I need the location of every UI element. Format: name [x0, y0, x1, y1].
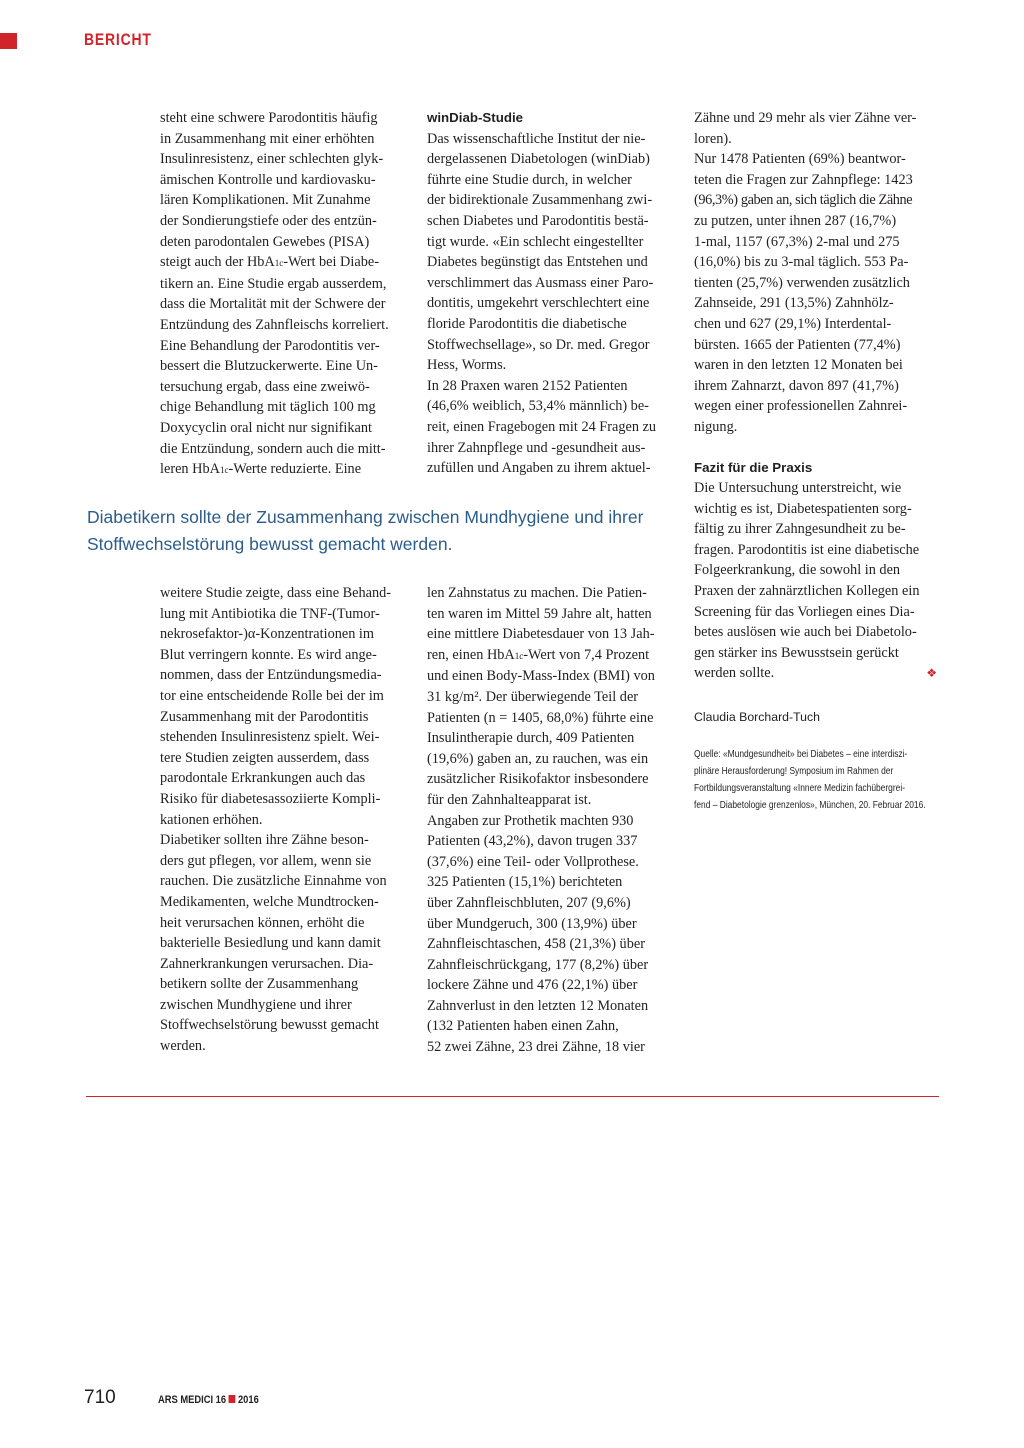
subscript: 1c	[219, 465, 229, 476]
source-line: plinäre Herausforderung! Symposium im Rahmen der	[694, 766, 894, 777]
text-fragment: leren HbA	[160, 461, 220, 478]
text-line: tor eine entscheidende Rolle bei der im	[160, 687, 384, 704]
text-line: Blut verringern konnte. Es wird ange-	[160, 646, 377, 663]
text-line: bessert die Blutzuckerwerte. Eine Un-	[160, 358, 378, 375]
section-marker	[0, 33, 17, 49]
text-line: nekrosefaktor-)α-Konzentrationen im	[160, 626, 375, 643]
text-line: der Sondierungstiefe oder des entzün-	[160, 212, 377, 229]
text-line: die Entzündung, sondern auch die mitt-	[160, 440, 386, 457]
text-line: len Zahnstatus zu machen. Die Patien-	[427, 585, 647, 601]
text-line: Screening für das Vorliegen eines Dia-	[694, 603, 915, 620]
text-line: Eine Behandlung der Parodontitis ver-	[160, 337, 380, 354]
text-line: (19,6%) gaben an, zu rauchen, was ein	[427, 750, 649, 767]
text-line: reit, einen Fragebogen mit 24 Fragen zu	[427, 418, 657, 435]
text-line: nommen, dass der Entzündungsmedia-	[160, 667, 382, 684]
text-line: fragen. Parodontitis ist eine diabetische	[694, 541, 920, 558]
text-line: 1-mal, 1157 (67,3%) 2-mal und 275	[694, 233, 900, 250]
column-3	[694, 108, 937, 684]
text-line: werden.	[160, 1038, 206, 1055]
text-line: tikern an. Eine Studie ergab ausserdem,	[160, 275, 387, 292]
text-line-hba1c	[160, 252, 403, 274]
text-line: (132 Patienten haben einen Zahn,	[427, 1018, 619, 1035]
text-line: gen stärker ins Bewusstsein gerückt	[694, 644, 899, 661]
text-line: Doxycyclin oral nicht nur signifikant	[160, 419, 373, 436]
text-line-hba1c	[427, 645, 670, 667]
section-heading-windiab: winDiab-Studie	[427, 110, 524, 125]
text-line: lockere Zähne und 476 (22,1%) über	[427, 977, 638, 994]
text-line: Zahnerkrankungen verursachen. Dia-	[160, 955, 374, 972]
text-line: 52 zwei Zähne, 23 drei Zähne, 18 vier	[427, 1039, 645, 1056]
text-line-last	[694, 663, 937, 684]
text-line: heit verursachen können, erhöht die	[160, 914, 365, 931]
text-line: dontitis, umgekehrt verschlechtert eine	[427, 295, 650, 312]
column-2-bottom	[427, 583, 670, 1058]
text-line: Folgeerkrankung, die sowohl in den	[694, 562, 901, 579]
text-line: chige Behandlung mit täglich 100 mg	[160, 399, 376, 416]
text-line: zusätzlicher Risikofaktor insbesondere	[427, 771, 649, 788]
text-line: Stoffwechselstörung bewusst gemacht	[160, 1017, 379, 1034]
text-line: 325 Patienten (15,1%) berichteten	[427, 874, 623, 891]
text-line: waren in den letzten 12 Monaten bei	[694, 357, 903, 374]
author-name: Claudia Borchard-Tuch	[694, 710, 820, 724]
text-line: steht eine schwere Parodontitis häufig	[160, 110, 378, 126]
source-line: Fortbildungsveranstaltung «Innere Medizin fachübergrei-	[694, 783, 906, 794]
text-line: wegen einer professionellen Zahnrei-	[694, 398, 908, 415]
text-line-hba1c	[160, 459, 403, 481]
text-fragment: werden sollte.	[694, 665, 775, 682]
text-line: floride Parodontitis die diabetische	[427, 315, 627, 332]
text-line: fältig zu ihrer Zahngesundheit zu be-	[694, 521, 906, 538]
text-line: Diabetes begünstigt das Entstehen und	[427, 254, 648, 271]
text-line: Angaben zur Prothetik machten 930	[427, 812, 634, 829]
source-note	[694, 746, 937, 814]
text-line: deten parodontalen Gewebes (PISA)	[160, 233, 370, 250]
text-fragment: -Wert bei Diabe-	[283, 254, 379, 271]
subscript: 1c	[274, 258, 284, 269]
text-line: Entzündung des Zahnfleischs korreliert.	[160, 316, 389, 333]
section-label: BERICHT	[84, 30, 152, 49]
text-line: ders gut pflegen, vor allem, wenn sie	[160, 852, 372, 869]
text-line: dass die Mortalität mit der Schwere der	[160, 296, 386, 313]
text-line: bürsten. 1665 der Patienten (77,4%)	[694, 336, 901, 353]
text-line: ämischen Kontrolle und kardiovasku-	[160, 171, 376, 188]
text-line: Praxen der zahnärztlichen Kollegen ein	[694, 583, 920, 600]
text-line: ihrer Zahnpflege und -gesundheit aus-	[427, 439, 646, 456]
text-line: Patienten (n = 1405, 68,0%) führte eine	[427, 709, 654, 726]
text-line: Risiko für diabetesassoziierte Kompli-	[160, 790, 381, 807]
bottom-divider	[86, 1096, 939, 1097]
source-line: fend – Diabetologie grenzenlos», München, 20. Februar 2016.	[694, 800, 926, 811]
text-line: der bidirektionale Zusammenhang zwi-	[427, 192, 653, 209]
publication-info	[158, 1393, 259, 1407]
text-line: betes auslösen wie auch bei Diabetolo-	[694, 624, 917, 641]
text-line: nigung.	[694, 418, 738, 435]
text-line: (37,6%) eine Teil- oder Vollprothese.	[427, 853, 639, 870]
text-line: für den Zahnhalteapparat ist.	[427, 791, 592, 808]
text-line: Insulinresistenz, einer schlechten glyk-	[160, 151, 384, 168]
section-heading-fazit: Fazit für die Praxis	[694, 459, 813, 475]
text-line: in Zusammenhang mit einer erhöhten	[160, 130, 375, 147]
pull-quote-line: Stoffwechselstörung bewusst gemacht werden.	[87, 534, 453, 554]
text-line: chen und 627 (29,1%) Interdental-	[694, 315, 892, 332]
text-line: 31 kg/m². Der überwiegende Teil der	[427, 688, 639, 705]
column-2-top	[427, 108, 670, 479]
text-line: schen Diabetes und Parodontitis bestä-	[427, 212, 649, 229]
page-number: 710	[84, 1387, 116, 1408]
text-line: stehenden Insulinresistenz spielt. Wei-	[160, 729, 380, 746]
text-line: Zahnfleischtaschen, 458 (21,3%) über	[427, 936, 645, 953]
text-line: Die Untersuchung unterstreicht, wie	[694, 480, 902, 497]
source-line: Quelle: «Mundgesundheit» bei Diabetes – eine interdiszi-	[694, 749, 908, 760]
text-line: ihrem Zahnarzt, davon 897 (41,7%)	[694, 377, 899, 394]
text-line: Diabetiker sollten ihre Zähne beson-	[160, 832, 369, 849]
text-line: eine mittlere Diabetesdauer von 13 Jah-	[427, 626, 655, 643]
publication-name: ARS MEDICI 16	[158, 1394, 227, 1406]
column-1-bottom	[160, 583, 403, 1057]
text-line: über Zahnfleischbluten, 207 (9,6%)	[427, 894, 631, 911]
text-line: weitere Studie zeigte, dass eine Behand-	[160, 585, 392, 601]
text-line: Zahnfleischrückgang, 177 (8,2%) über	[427, 956, 649, 973]
text-line: parodontale Erkrankungen auch das	[160, 770, 366, 787]
text-line: Zusammenhang mit der Parodontitis	[160, 708, 369, 725]
pull-quote	[87, 504, 667, 558]
subscript: 1c	[514, 650, 524, 661]
text-line: Zähne und 29 mehr als vier Zähne ver-	[694, 110, 917, 126]
text-line: Nur 1478 Patienten (69%) beantwor-	[694, 151, 906, 168]
text-line: Insulintherapie durch, 409 Patienten	[427, 730, 635, 747]
text-line: ten waren im Mittel 59 Jahre alt, hatten	[427, 605, 652, 622]
text-fragment: ren, einen HbA	[427, 646, 515, 663]
text-line: bakterielle Besiedlung und kann damit	[160, 935, 381, 952]
text-line: (16,0%) bis zu 3-mal täglich. 553 Pa-	[694, 254, 909, 271]
text-line: lung mit Antibiotika die TNF-(Tumor-	[160, 605, 380, 622]
text-line: Medikamenten, welche Mundtrocken-	[160, 893, 379, 910]
text-line: (46,6% weiblich, 53,4% männlich) be-	[427, 398, 649, 415]
text-line: tienten (25,7%) verwenden zusätzlich	[694, 274, 910, 291]
text-line: führte eine Studie durch, in welcher	[427, 171, 632, 188]
text-line: loren).	[694, 130, 732, 147]
square-separator-icon	[229, 1395, 236, 1403]
text-line: zufüllen und Angaben zu ihrem aktuel-	[427, 460, 651, 477]
text-line: Zahnverlust in den letzten 12 Monaten	[427, 997, 649, 1014]
text-fragment: steigt auch der HbA	[160, 254, 275, 271]
column-1-top	[160, 108, 403, 481]
text-line: verschlimmert das Ausmass einer Paro-	[427, 274, 654, 291]
text-line: lären Komplikationen. Mit Zunahme	[160, 192, 371, 209]
text-fragment: -Werte reduzierte. Eine	[228, 461, 362, 478]
text-line: tersuchung ergab, dass eine zweiwö-	[160, 378, 370, 395]
text-line: zu putzen, unter ihnen 287 (16,7%)	[694, 212, 897, 229]
text-line: und einen Body-Mass-Index (BMI) von	[427, 668, 655, 685]
text-line: In 28 Praxen waren 2152 Patienten	[427, 377, 628, 394]
text-line: tigt wurde. «Ein schlecht eingestellter	[427, 233, 644, 250]
text-line: über Mundgeruch, 300 (13,9%) über	[427, 915, 637, 932]
text-fragment: -Wert von 7,4 Prozent	[523, 646, 650, 663]
paragraph-gap	[694, 438, 937, 458]
text-line: Patienten (43,2%), davon trugen 337	[427, 833, 638, 850]
pull-quote-line: Diabetikern sollte der Zusammenhang zwischen Mundhygiene und ihrer	[87, 507, 644, 527]
text-line: Hess, Worms.	[427, 357, 507, 374]
text-line: wichtig es ist, Diabetespatienten sorg-	[694, 500, 912, 517]
text-line: tere Studien zeigten ausserdem, dass	[160, 749, 370, 766]
text-line: (96,3%) gaben an, sich täglich die Zähne	[694, 192, 913, 209]
end-of-article-icon: ❖	[926, 666, 937, 681]
text-line: Zahnseide, 291 (13,5%) Zahnhölz-	[694, 295, 894, 312]
text-line: betikern sollte der Zusammenhang	[160, 976, 359, 993]
text-line: zwischen Mundhygiene und ihrer	[160, 996, 352, 1013]
text-line: rauchen. Die zusätzliche Einnahme von	[160, 873, 387, 890]
publication-year: 2016	[237, 1394, 259, 1406]
text-line: Das wissenschaftliche Institut der nie-	[427, 130, 646, 147]
text-line: Stoffwechsellage», so Dr. med. Gregor	[427, 336, 650, 353]
text-line: dergelassenen Diabetologen (winDiab)	[427, 151, 650, 168]
text-line: kationen erhöhen.	[160, 811, 263, 828]
text-line: teten die Fragen zur Zahnpflege: 1423	[694, 171, 913, 188]
